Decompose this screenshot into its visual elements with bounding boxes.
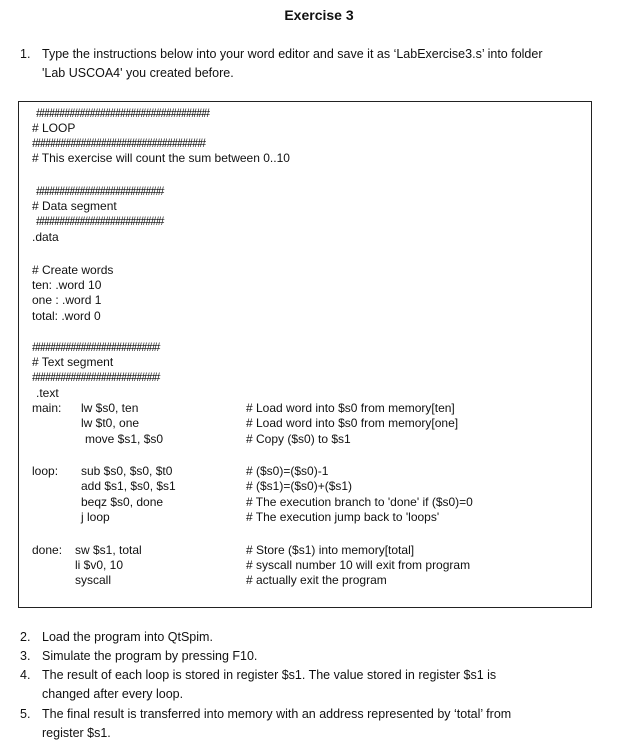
- hash-divider: #########################: [36, 214, 163, 228]
- data-segment-header: # Data segment: [32, 199, 117, 213]
- hash-divider: ##################################: [32, 136, 205, 150]
- code-comment: # ($s1)=($s0)+($s1): [246, 479, 353, 493]
- step-text-line2: 'Lab USCOA4' you created before.: [42, 66, 234, 80]
- step-number: 4.: [20, 668, 31, 682]
- code-comment: # Copy ($s0) to $s1: [246, 432, 351, 446]
- code-comment: # The execution jump back to 'loops': [246, 510, 440, 524]
- word-one: one : .word 1: [32, 293, 102, 307]
- text-segment-header: # Text segment: [32, 355, 114, 369]
- step-number: 2.: [20, 630, 31, 644]
- loop-label: loop:: [32, 464, 59, 478]
- step-number: 3.: [20, 649, 31, 663]
- step-text-line1: Type the instructions below into your word editor and save it as ‘LabExercise3.s’ into folder: [42, 47, 543, 61]
- create-words-comment: # Create words: [32, 263, 114, 277]
- code-instruction: syscall: [75, 573, 112, 587]
- step-text-line2: register $s1.: [42, 726, 111, 740]
- code-instruction: li $v0, 10: [75, 558, 124, 572]
- data-directive: .data: [32, 230, 59, 244]
- code-comment: # ($s0)=($s0)-1: [246, 464, 329, 478]
- code-instruction: lw $t0, one: [81, 416, 140, 430]
- step-text: Simulate the program by pressing F10.: [42, 649, 258, 663]
- code-comment: # actually exit the program: [246, 573, 387, 587]
- code-instruction: j loop: [81, 510, 110, 524]
- step-text-line1: The result of each loop is stored in register $s1. The value stored in register $s1 is: [42, 668, 497, 682]
- hash-divider: #########################: [36, 184, 163, 198]
- step-number: 1.: [20, 47, 31, 61]
- word-ten: ten: .word 10: [32, 278, 102, 292]
- code-instruction: sw $s1, total: [75, 543, 142, 557]
- step-number: 5.: [20, 707, 31, 721]
- code-instruction: add $s1, $s0, $s1: [81, 479, 176, 493]
- code-comment: # Load word into $s0 from memory[one]: [246, 416, 459, 430]
- code-comment: # syscall number 10 will exit from program: [246, 558, 471, 572]
- page-title: Exercise 3: [284, 7, 354, 23]
- exercise-comment: # This exercise will count the sum between 0..10: [32, 151, 290, 165]
- code-comment: # Store ($s1) into memory[total]: [246, 543, 415, 557]
- code-comment: # The execution branch to 'done' if ($s0)=0: [246, 495, 473, 509]
- loop-header: # LOOP: [32, 121, 76, 135]
- main-label: main:: [32, 401, 62, 415]
- hash-divider: #########################: [32, 370, 159, 384]
- step-text-line2: changed after every loop.: [42, 687, 184, 701]
- code-instruction: beqz $s0, done: [81, 495, 164, 509]
- step-text-line1: The final result is transferred into memory with an address represented by ‘total’ from: [42, 707, 512, 721]
- code-listing-box: [18, 101, 592, 608]
- text-directive: .text: [36, 386, 59, 400]
- done-label: done:: [32, 543, 63, 557]
- code-instruction: lw $s0, ten: [81, 401, 139, 415]
- word-total: total: .word 0: [32, 309, 101, 323]
- step-text: Load the program into QtSpim.: [42, 630, 213, 644]
- hash-divider: ##################################: [36, 106, 209, 120]
- code-instruction: move $s1, $s0: [85, 432, 164, 446]
- code-comment: # Load word into $s0 from memory[ten]: [246, 401, 455, 415]
- hash-divider: #########################: [32, 340, 159, 354]
- code-instruction: sub $s0, $s0, $t0: [81, 464, 173, 478]
